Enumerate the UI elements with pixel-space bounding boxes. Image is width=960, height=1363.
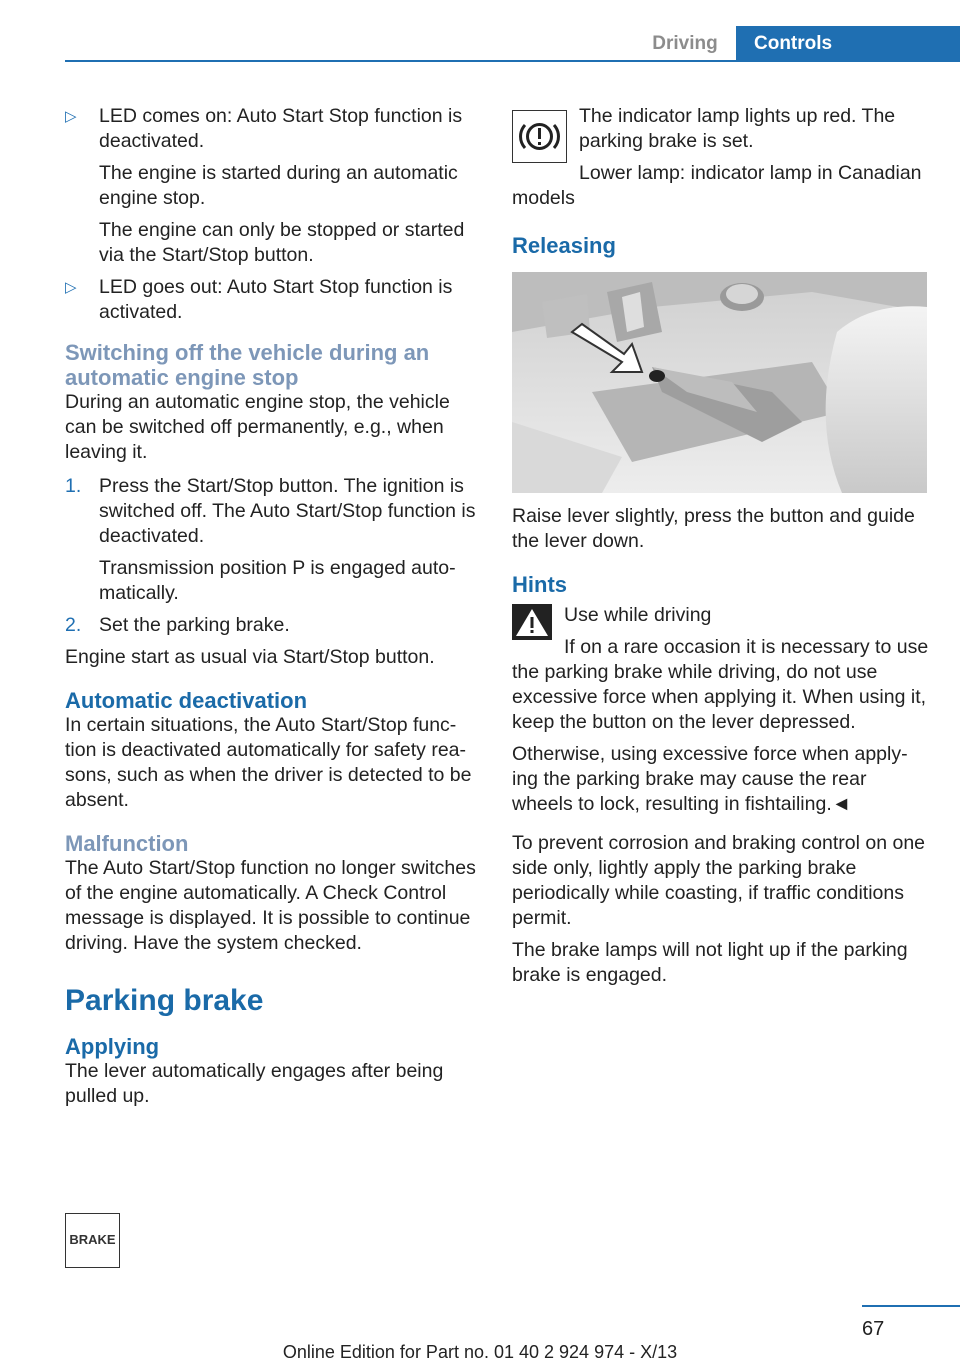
parking-brake-heading: Parking brake xyxy=(65,984,264,1017)
parking-brake-lever-photo xyxy=(512,272,927,493)
hints-heading: Hints xyxy=(512,572,567,597)
left-column xyxy=(65,104,480,1116)
tab-controls[interactable]: Controls xyxy=(736,26,960,61)
edition-footer: Online Edition for Part no. 01 40 2 924 974 - X/13 xyxy=(282,1342,678,1362)
paragraph: In certain situations, the Auto Start/Stop func‐tion is deactivated automatically for safety rea‐sons, such as when the driver is detected to be absent. xyxy=(65,714,472,811)
paragraph: The engine is started during an automatic engine stop. xyxy=(99,162,458,209)
list-item-led-off xyxy=(65,275,480,325)
list-item-led-on xyxy=(65,104,480,268)
step-number: 2. xyxy=(65,614,82,636)
paragraph: The Auto Start/Stop function no longer switches of the engine automatically. A Check Control message is displayed. It is possible to continue driving. Have the system checked. xyxy=(65,857,476,954)
triangle-bullet-icon: ▷ xyxy=(65,108,77,125)
list-item-step-2 xyxy=(65,613,480,638)
right-column xyxy=(512,104,932,995)
page-number: 67 xyxy=(862,1318,885,1340)
footer-rule xyxy=(862,1305,960,1307)
paragraph: The brake lamps will not light up if the parking brake is engaged. xyxy=(512,939,908,986)
paragraph: LED goes out: Auto Start Stop function is activated. xyxy=(99,276,453,323)
warning-title: Use while driving xyxy=(564,604,712,626)
malfunction-heading: Malfunction xyxy=(65,831,189,856)
paragraph: Lower lamp: indicator lamp in Canadian models xyxy=(512,162,922,209)
paragraph: To prevent corrosion and braking control on one side only, lightly apply the parking brake periodically while coasting, if traffic conditions permit. xyxy=(512,832,926,929)
releasing-heading: Releasing xyxy=(512,233,616,258)
paragraph: LED comes on: Auto Start Stop function is deactivated. xyxy=(99,105,463,152)
automatic-deactivation-heading: Automatic deactivation xyxy=(65,688,308,713)
paragraph: The engine can only be stopped or started via the Start/Stop button. xyxy=(99,219,465,266)
paragraph: Otherwise, using excessive force when apply‐ing the parking brake may cause the rear wheels to lock, resulting in fishtailing.◄ xyxy=(512,743,908,815)
tab-driving[interactable]: Driving xyxy=(652,33,718,54)
switching-off-heading: Switching off the vehicle during an automatic engine stop xyxy=(65,340,430,390)
paragraph: During an automatic engine stop, the vehicle can be switched off permanently, e.g., when leaving it. xyxy=(65,391,450,463)
paragraph: If on a rare occasion it is necessary to use the parking brake while driving, do not use excessive force when applying it. When using it, keep the button on the lever depressed. xyxy=(512,636,929,733)
list-item-step-1 xyxy=(65,474,480,606)
paragraph: Press the Start/Stop button. The ignition is switched off. The Auto Start/Stop function is deactivated. xyxy=(99,475,476,547)
header-rule xyxy=(65,60,960,62)
warning-block xyxy=(512,603,932,735)
applying-heading: Applying xyxy=(65,1034,160,1059)
brake-indicator-icon xyxy=(65,1213,120,1268)
paragraph: Raise lever slightly, press the button and guide the lever down. xyxy=(512,505,915,552)
paragraph: Transmission position P is engaged auto‐matically. xyxy=(99,557,456,604)
paragraph: Engine start as usual via Start/Stop button. xyxy=(65,646,435,668)
brake-icon-label: BRAKE xyxy=(69,1232,116,1247)
paragraph: Set the parking brake. xyxy=(99,614,290,636)
paragraph: The lever automatically engages after being pulled up. xyxy=(65,1060,444,1107)
step-number: 1. xyxy=(65,475,82,497)
warning-triangle-icon xyxy=(512,604,552,640)
triangle-bullet-icon: ▷ xyxy=(65,279,77,296)
paragraph: The indicator lamp lights up red. The parking brake is set. xyxy=(579,105,896,152)
